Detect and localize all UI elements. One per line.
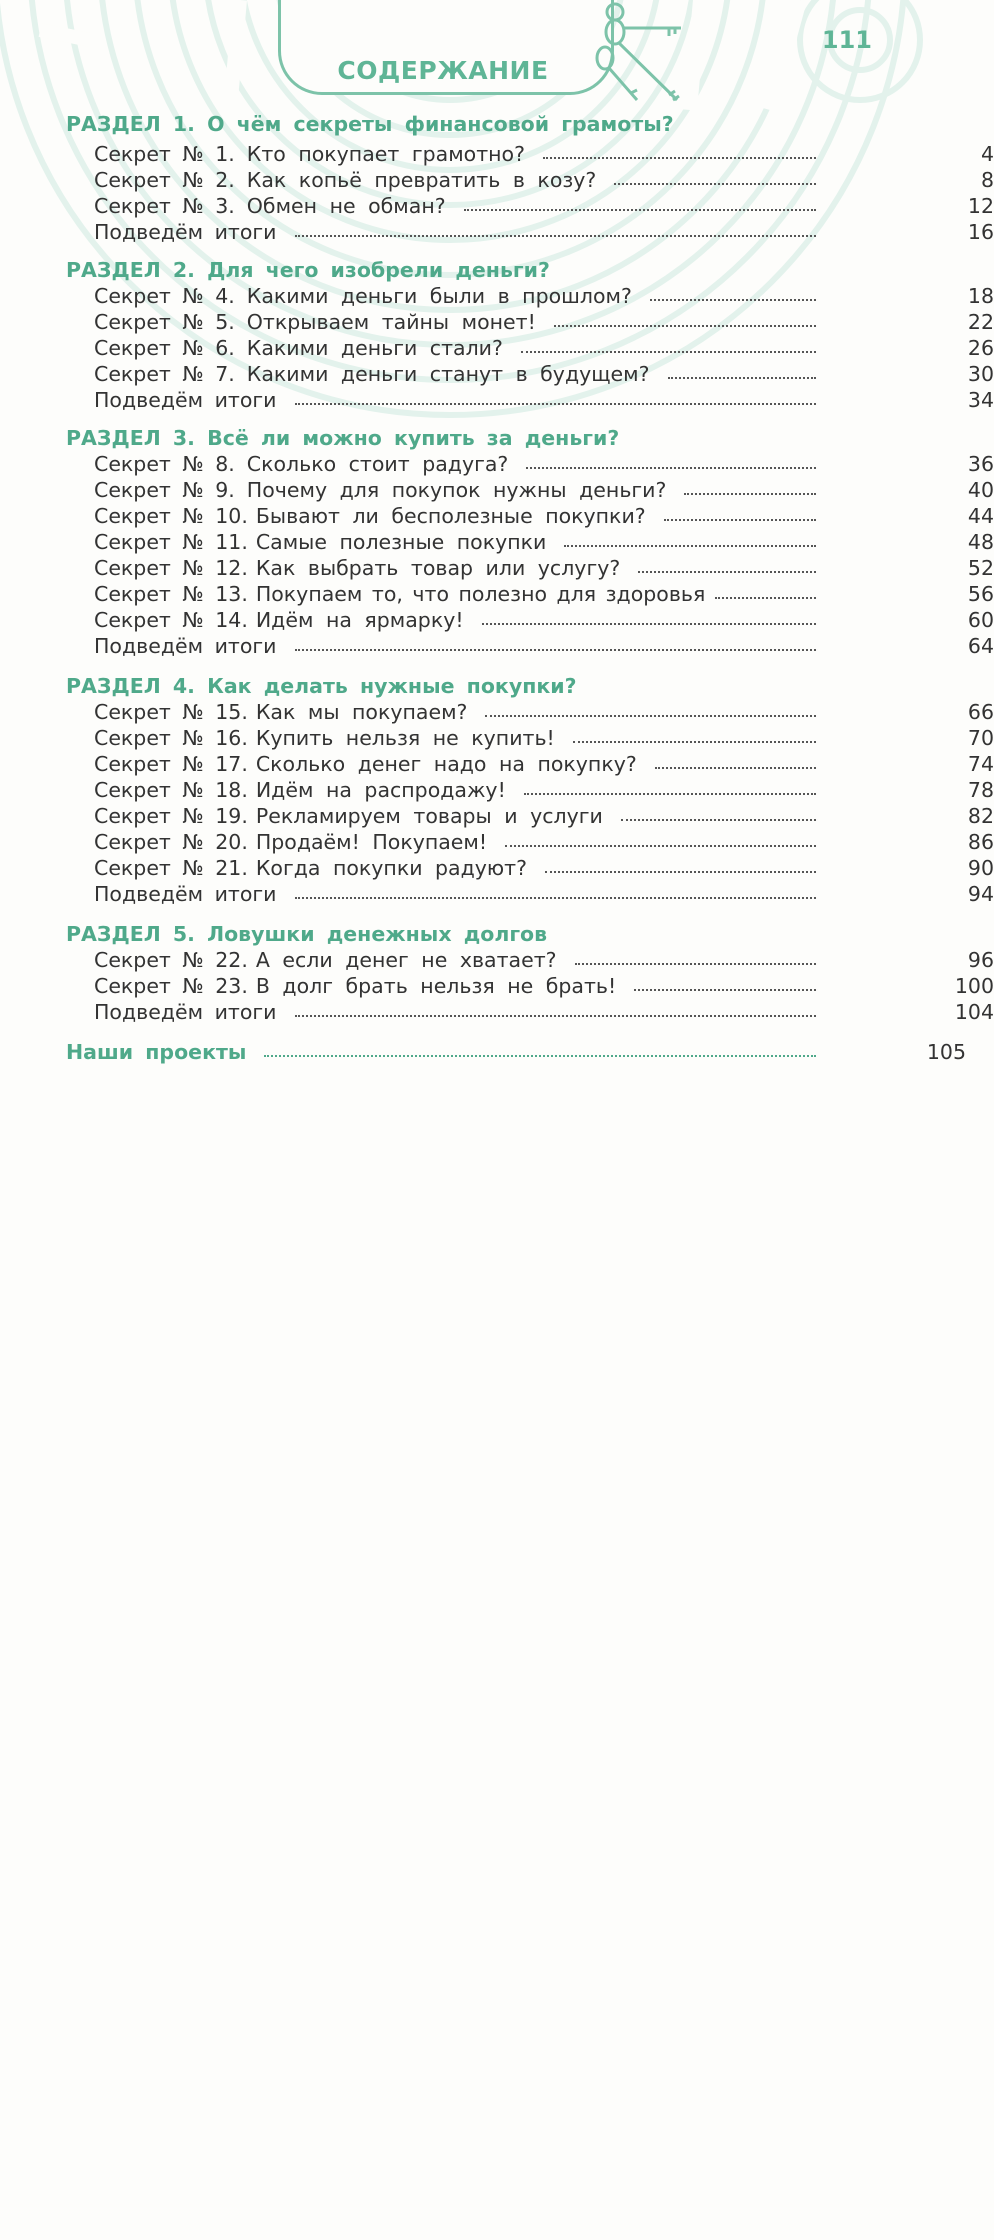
- toc-entry-summary[interactable]: Подведём итоги 16: [94, 220, 994, 244]
- toc-entry[interactable]: Секрет № 10. Бывают ли бесполезные покупки? 44: [94, 504, 994, 528]
- toc-entry[interactable]: Секрет № 3. Обмен не обман? 12: [94, 194, 994, 218]
- keys-icon: [585, 0, 705, 110]
- section-5-title[interactable]: РАЗДЕЛ 5. Ловушки денежных долгов: [66, 922, 548, 946]
- toc-entry[interactable]: Секрет № 5. Открываем тайны монет! 22: [94, 310, 994, 334]
- toc-entry[interactable]: Секрет № 23. В долг брать нельзя не брать! 100: [94, 974, 994, 998]
- toc-entry-summary[interactable]: Подведём итоги 34: [94, 388, 994, 412]
- toc-entry[interactable]: Секрет № 1. Кто покупает грамотно? 4: [94, 142, 994, 166]
- toc-entry[interactable]: Секрет № 16. Купить нельзя не купить! 70: [94, 726, 994, 750]
- toc-entry[interactable]: Секрет № 6. Какими деньги стали? 26: [94, 336, 994, 360]
- toc-entry[interactable]: Секрет № 18. Идём на распродажу! 78: [94, 778, 994, 802]
- toc-entry[interactable]: Секрет № 4. Какими деньги были в прошлом? 18: [94, 284, 994, 308]
- page-number: 111: [821, 26, 872, 54]
- section-1-title[interactable]: РАЗДЕЛ 1. О чём секреты финансовой грамоты?: [66, 112, 674, 136]
- toc-entry[interactable]: Секрет № 11. Самые полезные покупки 48: [94, 530, 994, 554]
- toc-entry[interactable]: Секрет № 22. А если денег не хватает? 96: [94, 948, 994, 972]
- toc-entry-summary[interactable]: Подведём итоги 94: [94, 882, 994, 906]
- toc-entry[interactable]: Секрет № 9. Почему для покупок нужны деньги? 40: [94, 478, 994, 502]
- toc-entry[interactable]: Секрет № 12. Как выбрать товар или услугу? 52: [94, 556, 994, 580]
- toc-entry-projects[interactable]: Наши проекты 105: [66, 1040, 966, 1064]
- toc-entry[interactable]: Секрет № 21. Когда покупки радуют? 90: [94, 856, 994, 880]
- toc-entry[interactable]: Секрет № 20. Продаём! Покупаем! 86: [94, 830, 994, 854]
- toc-entry[interactable]: Секрет № 13. Покупаем то, что полезно для здоровья 56: [94, 582, 994, 606]
- section-2-title[interactable]: РАЗДЕЛ 2. Для чего изобрели деньги?: [66, 258, 550, 282]
- toc-entry-summary[interactable]: Подведём итоги 64: [94, 634, 994, 658]
- section-3-title[interactable]: РАЗДЕЛ 3. Всё ли можно купить за деньги?: [66, 426, 620, 450]
- toc-entry[interactable]: Секрет № 7. Какими деньги станут в будущем? 30: [94, 362, 994, 386]
- section-4-title[interactable]: РАЗДЕЛ 4. Как делать нужные покупки?: [66, 674, 577, 698]
- toc-entry[interactable]: Секрет № 2. Как копьё превратить в козу? 8: [94, 168, 994, 192]
- toc-entry[interactable]: Секрет № 14. Идём на ярмарку! 60: [94, 608, 994, 632]
- toc-entry-summary[interactable]: Подведём итоги 104: [94, 1000, 994, 1024]
- toc-entry[interactable]: Секрет № 8. Сколько стоит радуга? 36: [94, 452, 994, 476]
- page-title: СОДЕРЖАНИЕ: [337, 56, 549, 85]
- toc-entry[interactable]: Секрет № 19. Рекламируем товары и услуги 82: [94, 804, 994, 828]
- toc-entry[interactable]: Секрет № 17. Сколько денег надо на покупку? 74: [94, 752, 994, 776]
- toc-entry[interactable]: Секрет № 15. Как мы покупаем? 66: [94, 700, 994, 724]
